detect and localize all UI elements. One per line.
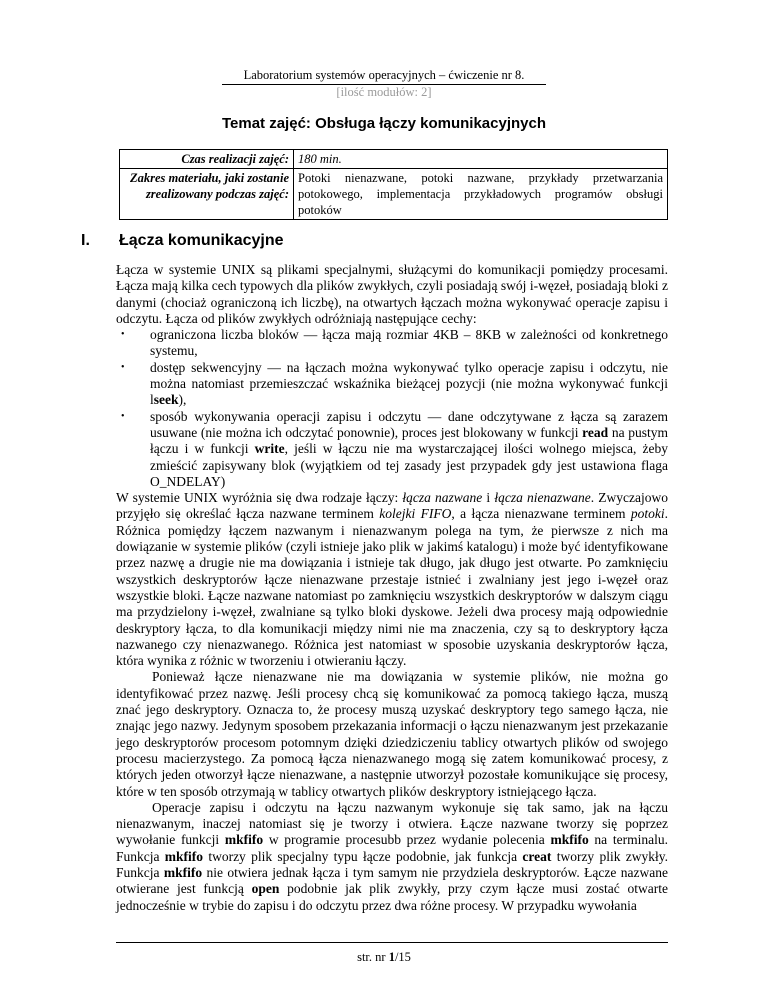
bullet-icon: • xyxy=(121,329,125,341)
paragraph-unnamed: Ponieważ łącze nienazwane nie ma dowiązania w systemie plików, nie można go identyfikować przez nazwę. Jeśli procesy chcą się komunikować za pomocą takiego łącza, muszą znać jego deskryptory. Oznacza to, że procesy muszą uzyskać deskryptory tego samego łącza, nie znając jego nazwy. Jedynym sposobem przekazania informacji o łączu nienazwanym jest przekazanie jego deskryptorów procesom potomnym dzięki dziedziczeniu tablicy otwartych plików od swojego procesu macierzystego. Za pomocą łącza nienazwanego mogą się zatem komunikować procesy, z których jeden otworzył łącze nienazwane, a następnie utworzył pozostałe komunikujące się procesy, które w ten sposób otrzymają w tablicy otwartych plików deskryptory istniejącego łącza. xyxy=(116,669,668,799)
body-text xyxy=(116,262,668,914)
intro-paragraph: Łącza w systemie UNIX są plikami specjalnymi, służącymi do komunikacji pomiędzy procesami. Łącza mają kilka cech typowych dla plików zwykłych, czyli posiadają swój i-węzeł, posiadają bloki z danymi (chociaż ograniczoną ich liczbę), na otwartych łączach można wykonywać operacje zapisu i odczytu. Łącza od plików zwykłych odróżniają następujące cechy: xyxy=(116,262,668,326)
text-run: W systemie UNIX wyróżnia się dwa rodzaje łączy: xyxy=(116,490,403,506)
bullet-text: dostęp sekwencyjny — na łączach można wykonywać tylko operacje zapisu i odczytu, nie można natomiast przemieszczać wskaźnika bieżącej pozycji (nie można wykonywać funkcji l xyxy=(150,359,668,408)
term: łącza nienazwane xyxy=(494,490,591,506)
keyword: mkfifo xyxy=(164,848,204,864)
bullet-icon: • xyxy=(121,361,125,373)
page-current: 1 xyxy=(388,950,395,964)
keyword: seek xyxy=(153,392,179,408)
text-run: tworzy plik zwykły. Funkcja xyxy=(116,848,669,880)
text-run: w programie procesubb przez wydanie polecenia xyxy=(263,832,551,848)
meta-time-label: Czas realizacji zajęć: xyxy=(120,150,294,169)
section-heading xyxy=(81,232,284,250)
meta-row-time xyxy=(120,150,668,169)
section-title: Łącza komunikacyjne xyxy=(119,232,284,249)
keyword: read xyxy=(582,424,609,440)
bullet-text: sposób wykonywania operacji zapisu i odczytu — dane odczytywane z łącza są zarazem usuwane (nie można ich odczytać ponownie), proces jest blokowany w funkcji xyxy=(150,408,668,440)
meta-row-scope xyxy=(120,169,668,220)
term: potoki xyxy=(630,506,665,522)
text-run: podobnie jak plik zwykły, przy czym łącze musi zostać otwarte jednocześnie w trybie do zapisu i do odczytu przez dwa różne procesy. W przypadku wywołania xyxy=(116,881,668,913)
keyword: mkfifo xyxy=(163,864,203,880)
header-title: Laboratorium systemów operacyjnych – ćwiczenie nr 8. xyxy=(243,68,525,82)
page-total: /15 xyxy=(394,950,411,964)
text-run: na terminalu. Funkcja xyxy=(116,832,668,864)
feature-list xyxy=(116,327,668,490)
list-item xyxy=(116,360,668,409)
term: kolejki FIFO xyxy=(379,506,452,522)
bullet-text: ), xyxy=(178,392,187,408)
page-title: Temat zajęć: Obsługa łączy komunikacyjnych xyxy=(221,115,546,132)
header-modules: [ilość modułów: 2] xyxy=(336,85,432,99)
bullet-text: ograniczona liczba bloków — łącza mają rozmiar 4KB – 8KB w zależności od konkretnego systemu, xyxy=(150,327,668,359)
page-prefix: str. nr xyxy=(357,950,389,964)
paragraph-types xyxy=(116,490,668,669)
list-item xyxy=(116,327,668,360)
meta-scope-value: Potoki nienazwane, potoki nazwane, przykłady przetwarzania potokowego, implementacja przykładowych programów obsługi potoków xyxy=(294,169,668,220)
text-run: i xyxy=(482,490,495,506)
meta-table xyxy=(119,149,668,220)
keyword: mkfifo xyxy=(550,832,589,848)
bullet-icon: • xyxy=(121,410,125,422)
text-run: nie otwiera jednak łącza i tym samym nie przydziela deskryptorów. Łącze nazwane otwierane jest funkcją xyxy=(116,864,668,897)
bullet-text: , jeśli w łączu nie ma wystarczającej ilości wolnego miejsca, żeby zmieścić zapisywany blok (wyjątkiem od tej zasady jest przypadek gdy jest ustawiona flaga O_NDELAY) xyxy=(150,441,669,489)
text-run: Operacje zapisu i odczytu na łączu nazwanym wykonuje się tak samo, jak na łączu nienazwanym, inaczej natomiast się je tworzy i otwiera. Łącze nazwane tworzy się poprzez wywołanie funkcji xyxy=(116,799,668,848)
meta-scope-label: Zakres materiału, jaki zostanie zrealizowany podczas zajęć: xyxy=(120,169,294,220)
meta-time-value: 180 min. xyxy=(294,150,668,169)
list-item xyxy=(116,409,668,490)
keyword: open xyxy=(251,881,280,897)
term: łącza nazwane xyxy=(402,490,483,506)
page-number xyxy=(0,950,768,965)
bullet-text: na pustym łączu i w funkcji xyxy=(150,424,668,457)
keyword: write xyxy=(254,441,285,457)
keyword: creat xyxy=(522,848,552,864)
footer-rule xyxy=(116,942,668,943)
text-run: . Różnica pomiędzy łączem nazwanym i nienazwanym polega na tym, że pierwsze z nich ma dowiązanie w systemie plików (czyli istnieje jako plik w jakimś katalogu) i może być identyfikowane przez nazwę a drugie nie ma dowiązania i istnieje tak długo, jak długo jest otwarte. Po zamknięciu wszystkich deskryptorów łącze nienazwane przestaje istnieć i zwalniany jest jego i-węzeł oraz wszystkie bloki. Łącze nazwane natomiast po zamknięciu wszystkich deskryptorów w dalszym ciągu ma przydzielony i-węzeł, zwalniane są tylko bloki dyskowe. Jeżeli dwa procesy mają odpowiednie deskryptory łącza, to dla komunikacji między nimi nie ma znaczenia, czy są to deskryptory łącza nazwanego czy nienazwanego. Różnica jest natomiast w sposobie uzyskania deskryptorów łącza, która wynika z różnic w tworzeniu i otwieraniu łączy. xyxy=(116,506,669,669)
keyword: mkfifo xyxy=(224,832,264,848)
paragraph-named xyxy=(116,800,668,914)
text-run: tworzy plik specjalny typu łącze podobnie, jak funkcja xyxy=(203,848,523,864)
text-run: . Zwyczajowo przyjęło się określać łącza nazwane terminem xyxy=(116,490,668,522)
section-number: I. xyxy=(81,232,90,249)
text-run: , a łącza nienazwane terminem xyxy=(451,506,631,522)
